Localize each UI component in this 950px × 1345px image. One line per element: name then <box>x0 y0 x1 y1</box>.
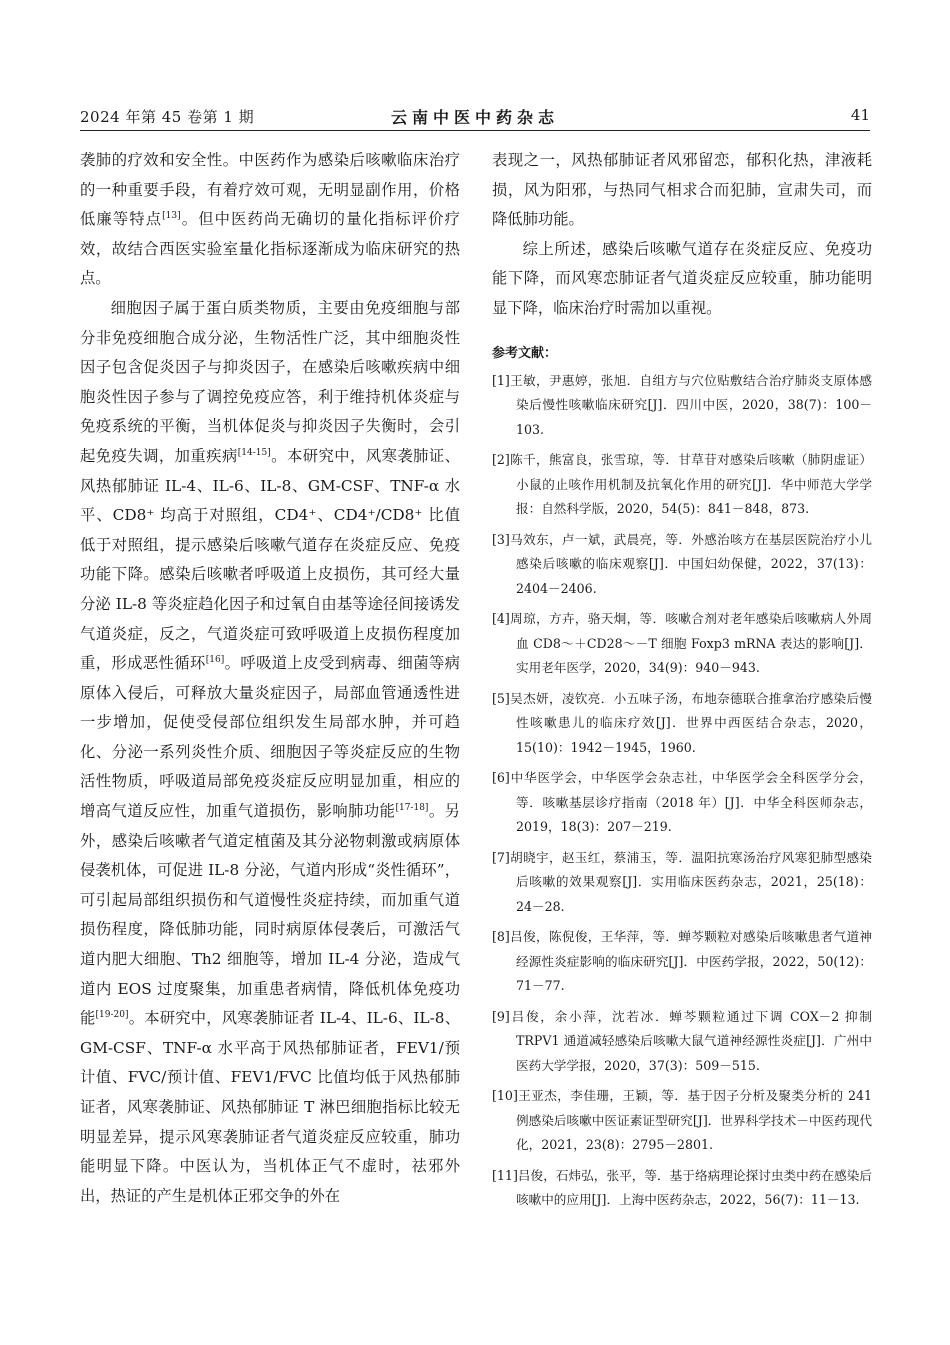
issue-info: 2024 年第 45 卷第 1 期 <box>80 108 255 126</box>
references-heading: 参考文献： <box>492 345 558 361</box>
text-run: 。另外，感染后咳嗽者气道定植菌及其分泌物刺激或病原体侵袭机体，可促进 IL-8 分泌，气道内形成“炎性循环”，可引起局部组织损伤和气道慢性炎症持续，而加重气道损伤程度，降低肺功能，同时病原体侵袭后，可激活气道内肥大细胞、Th2 细胞等，增加 IL-4 分泌，造成气道内 EOS 过度聚集，加重患者病情，降低机体免疫功能 <box>80 802 460 1028</box>
left-column <box>80 146 460 1211</box>
paragraph-conclusion: 综上所述，感染后咳嗽气道存在炎症反应、免疫功能下降，而风寒恋肺证者气道炎症反应较重，肺功能明显下降，临床治疗时需加以重视。 <box>492 239 872 317</box>
reference-item: [3]马效东，卢一斌，武晨亮，等．外感治咳方在基层医院治疗小儿感染后咳嗽的临床观察[J]．中国妇幼保健，2022，37(13)：2404－2406. <box>492 531 872 596</box>
header-rule <box>80 130 870 131</box>
text-run: 。但中医药尚无确切的量化指标评价疗效，故结合西医实验室量化指标逐渐成为临床研究的热点。 <box>80 210 460 288</box>
text-run: 。本研究中，风寒袭肺证者 IL-4、IL-6、IL-8、GM-CSF、TNF-α 水平高于风热郁肺证者，FEV1/预计值、FVC/预计值、FEV1/FVC 比值均低于风热郁肺证者，风寒袭肺证、风热郁肺证 T 淋巴细胞指标比较无明显差异，提示风寒袭肺证者气道炎症反应较重，肺功能明显下降。中医认为，当机体正气不虚时，祛邪外出，热证的产生是机体正邪交争的外在 <box>80 1009 460 1205</box>
citation: [17-18] <box>395 802 429 813</box>
reference-item: [1]王敏，尹惠婷，张旭．自组方与穴位贴敷结合治疗肺炎支原体感染后慢性咳嗽临床研究[J]．四川中医，2020，38(7)：100－103. <box>492 372 872 437</box>
paragraph-cytokines <box>80 294 460 1211</box>
citation: [14-15] <box>237 447 271 458</box>
reference-item: [4]周琼，方卉，骆天炯，等．咳嗽合剂对老年感染后咳嗽病人外周血 CD8～＋CD28～－T 细胞 Foxp3 mRNA 表达的影响[J]．实用老年医学，2020，34(9)：940－943. <box>492 611 872 676</box>
text-run: 细胞因子属于蛋白质类物质，主要由免疫细胞与部分非免疫细胞合成分泌，生物活性广泛，其中细胞炎性因子包含促炎因子与抑炎因子，在感染后咳嗽疾病中细胞炎性因子参与了调控免疫应答，利于维持机体炎症与免疫系统的平衡，当机体促炎与抑炎因子失衡时，会引起免疫失调，加重疾病 <box>80 298 460 465</box>
text-run: 袭肺的疗效和安全性。中医药作为感染后咳嗽临床治疗的一种重要手段，有着疗效可观，无明显副作用，价格低廉等特点 <box>80 151 460 229</box>
journal-title: 云南中医中药杂志 <box>390 108 559 127</box>
reference-item: [8]吕俊，陈倪俊，王华萍，等．蝉芩颗粒对感染后咳嗽患者气道神经源性炎症影响的临床研究[J]．中医药学报，2022，50(12)：71－77. <box>492 929 872 994</box>
running-header <box>80 106 870 130</box>
paragraph-continued-right: 表现之一，风热郁肺证者风邪留恋，郁积化热，津液耗损，风为阳邪，与热同气相求合而犯肺，宣肃失司，而降低肺功能。 <box>492 151 872 229</box>
page-number: 41 <box>850 106 870 124</box>
text-run: 。本研究中，风寒袭肺证、风热郁肺证 IL-4、IL-6、IL-8、GM-CSF、TNF-α 水平、CD8⁺ 均高于对照组，CD4⁺、CD4⁺/CD8⁺ 比值低于对照组，提示感染后咳嗽气道存在炎症反应、免疫功能下降。感染后咳嗽者呼吸道上皮损伤，其可经大量分泌 IL-8 等炎症趋化因子和过氧自由基等途径间接诱发气道炎症，反之，气道炎症可致呼吸道上皮损伤程度加重，形成恶性循环 <box>80 446 460 673</box>
reference-item: [9]吕俊，余小萍，沈若冰．蝉芩颗粒通过下调 COX－2 抑制 TRPV1 通道减轻感染后咳嗽大鼠气道神经源性炎症[J]．广州中医药大学学报，2020，37(3)：509－515. <box>492 1008 872 1073</box>
citation: [16] <box>205 655 225 665</box>
paragraph-continued <box>80 146 460 294</box>
right-column <box>492 146 872 1219</box>
reference-item: [11]吕俊，石炜弘，张平，等．基于络病理论探讨虫类中药在感染后咳嗽中的应用[J]．上海中医药杂志，2022，56(7)：11－13. <box>492 1167 872 1208</box>
text-run: 。呼吸道上皮受到病毒、细菌等病原体入侵后，可释放大量炎症因子，局部血管通透性进一步增加，促使受侵部位组织发生局部水肿，并可趋化、分泌一系列炎性介质、细胞因子等炎症反应的生物活性物质，呼吸道局部免疫炎症反应明显加重，相应的增高气道反应性，加重气道损伤，影响肺功能 <box>80 654 460 821</box>
reference-list <box>492 369 872 1213</box>
citation: [19-20] <box>95 1010 129 1021</box>
reference-item: [6]中华医学会，中华医学会杂志社，中华医学会全科医学分会，等．咳嗽基层诊疗指南（2018 年）[J]．中华全科医师杂志，2019，18(3)：207－219. <box>492 770 872 835</box>
citation: [13] <box>162 211 181 222</box>
reference-item: [7]胡晓宇，赵玉红，蔡浦玉，等．温阳抗寒汤治疗风寒犯肺型感染后咳嗽的效果观察[J]．实用临床医药杂志，2021，25(18)：24－28. <box>492 849 872 914</box>
reference-item: [2]陈千，熊富良，张雪琼，等．甘草苷对感染后咳嗽（肺阴虚证）小鼠的止咳作用机制及抗氧化作用的研究[J]．华中师范大学学报：自然科学版，2020，54(5)：841－848，873. <box>492 452 872 517</box>
reference-item: [10]王亚杰，李佳珊，王颖，等．基于因子分析及聚类分析的 241 例感染后咳嗽中医证素证型研究[J]．世界科学技术－中医药现代化，2021，23(8)：2795－2801. <box>492 1088 872 1153</box>
reference-item: [5]吴杰妍，凌钦亮．小五味子汤，布地奈德联合推拿治疗感染后慢性咳嗽患儿的临床疗效[J]．世界中西医结合杂志，2020，15(10)：1942－1945，1960. <box>492 690 872 755</box>
